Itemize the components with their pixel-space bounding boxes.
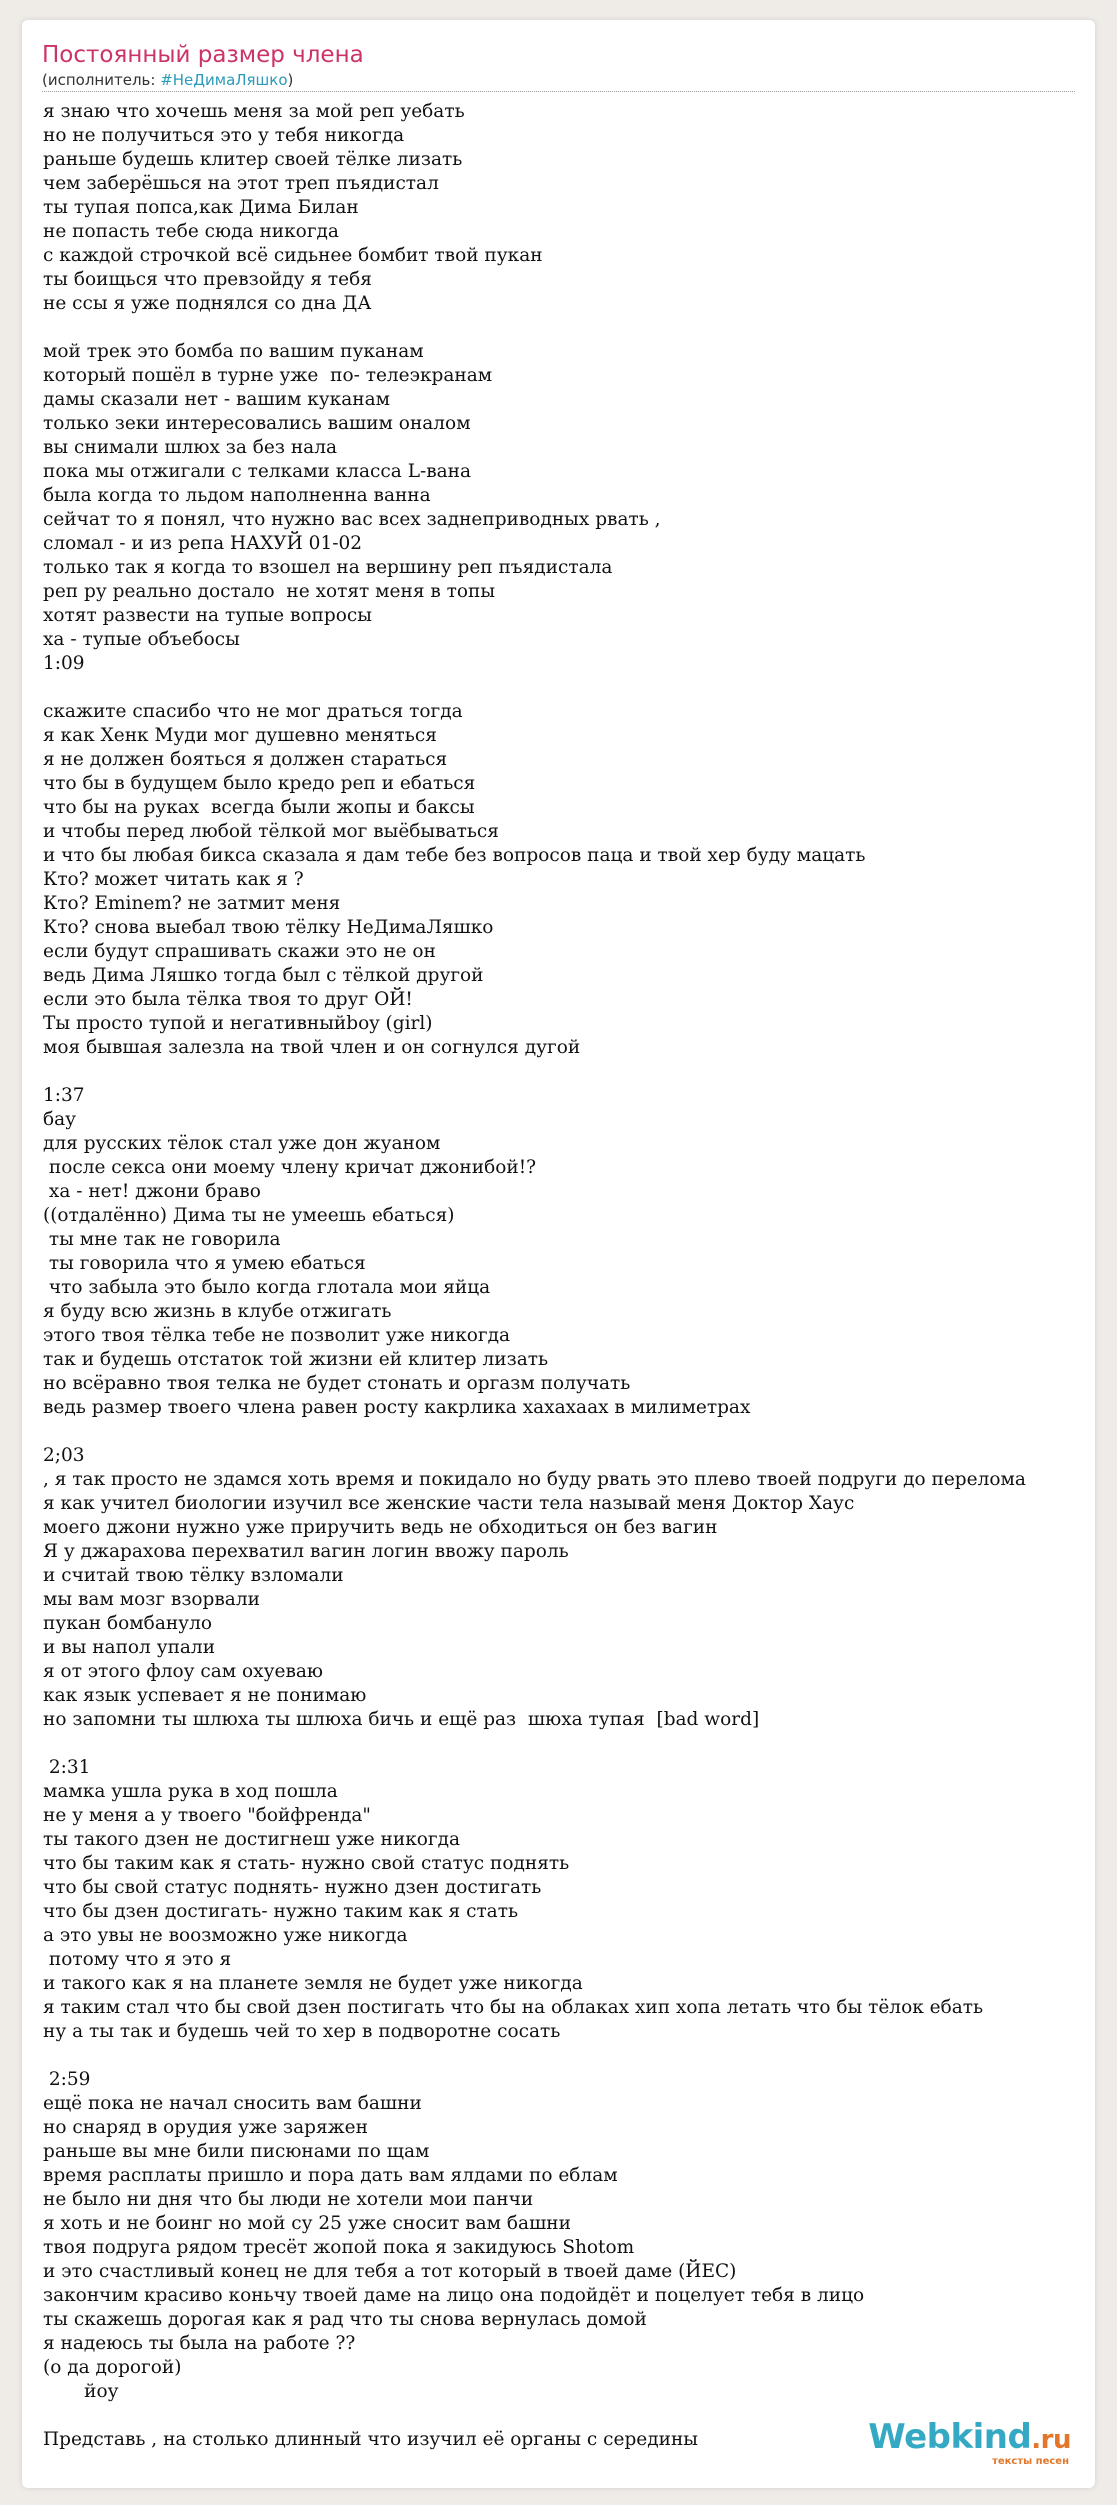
performer-link[interactable]: #НеДимаЛяшко bbox=[160, 71, 288, 89]
logo-wordmark bbox=[868, 2417, 1071, 2457]
site-logo[interactable] bbox=[868, 2417, 1071, 2468]
performer-line bbox=[42, 70, 293, 90]
header-divider bbox=[42, 91, 1075, 92]
logo-name: Webkind bbox=[868, 2417, 1032, 2457]
logo-tagline: тексты песен bbox=[992, 2456, 1069, 2467]
lyrics-card bbox=[22, 20, 1095, 2488]
logo-tld: .ru bbox=[1031, 2425, 1071, 2455]
page-title: Постоянный размер члена bbox=[42, 42, 364, 68]
performer-label: (исполнитель: bbox=[42, 71, 161, 89]
lyrics-text: я знаю что хочешь меня за мой реп уебать но не получиться это у тебя никогда раньше будешь клитер своей тёлке лизать чем заберёшься на этот треп пъядистал ты тупая попса,как Дима Билан не попасть тебе сюда никогда с каждой строчкой всё сидьнее бомбит твой пукан ты боищься что превзойду я тебя не ссы я уже поднялся со дна ДА мой трек это бомба по вашим пуканам который пошёл в турне уже по- телеэкранам дамы сказали нет - вашим куканам только зеки интересовались вашим оналом вы снимали шлюх за без нала пока мы отжигали с телками класса L-вана была когда то льдом наполненна ванна сейчат то я понял, что нужно вас всех заднеприводных рвать , сломал - и из репа НАХУЙ 01-02 только так я когда то взошел на вершину реп пъядистала реп ру реально достало не хотят меня в топы хотят развести на тупые вопросы ха - тупые объебосы 1:09 скажите спасибо что не мог драться тогда я как Хенк Муди мог душевно меняться я не должен бояться я должен стараться что бы в будущем было кредо реп и ебаться что бы на руках всегда были жопы и баксы и чтобы перед любой тёлкой мог выёбываться и что бы любая бикса сказала я дам тебе без вопросов паца и твой хер буду мацать Кто? может читать как я ? Кто? Eminem? не затмит меня Кто? снова выебал твою тёлку НеДимаЛяшко если будут спрашивать скажи это не он ведь Дима Ляшко тогда был с тёлкой другой если это была тёлка твоя то друг ОЙ! Ты просто тупой и негативныйboy (girl) моя бывшая залезла на твой член и он согнулся дугой 1:37 бау для русских тёлок стал уже дон жуаном после секса они моему члену кричат джонибой!? ха - нет! джони браво ((отдалённо) Дима ты не умеешь ебаться) ты мне так не говорила ты говорила что я умею ебаться что забыла это было когда глотала мои яйца я буду всю жизнь в клубе отжигать этого твоя тёлка тебе не позволит уже никогда так и будешь отстаток той жизни ей клитер лизать но всёравно твоя телка не будет стонать и оргазм получать ведь размер твоего члена равен росту какрлика хахахаах в милиметрах 2;03 , я так просто не здамся хоть время и покидало но буду рвать это плево твоей подруги до перелома я как учител биологии изучил все женские части тела называй меня Доктор Хаус моего джони нужно уже приручить ведь не обходиться он без вагин Я у джарахова перехватил вагин логин ввожу пароль и считай твою тёлку взломали мы вам мозг взорвали пукан бомбануло и вы напол упали я от этого флоу сам охуеваю как язык успевает я не понимаю но запомни ты шлюха ты шлюха бичь и ещё раз шюха тупая [bad word] 2:31 мамка ушла рука в ход пошла не у меня а у твоего "бойфренда" ты такого дзен не достигнеш уже никогда что бы таким как я стать- нужно свой статус поднять что бы свой статус поднять- нужно дзен достигать что бы дзен достигать- нужно таким как я стать а это увы не воозможно уже никогда потому что я это я и такого как я на планете земля не будет уже никогда я таким стал что бы свой дзен постигать что бы на облаках хип хопа летать что бы тёлок ебать ну а ты так и будешь чей то хер в подворотне сосать 2:59 ещё пока не начал сносить вам башни но снаряд в орудия уже заряжен раньше вы мне били писюнами по щам время расплаты пришло и пора дать вам ялдами по еблам не было ни дня что бы люди не хотели мои панчи я хоть и не боинг но мой су 25 уже сносит вам башни твоя подруга рядом тресёт жопой пока я закидуюсь Shotom и это счастливый конец не для тебя а тот который в твоей даме (ЙЕС) закончим красиво коньчу твоей даме на лицо она подойдёт и поцелует тебя в лицо ты скажешь дорогая как я рад что ты снова вернулась домой я надеюсь ты была на работе ?? (о да дорогой) йоу Представь , на столько длинный что изучил её органы с середины bbox=[43, 101, 1026, 2450]
performer-close: ) bbox=[287, 71, 294, 89]
